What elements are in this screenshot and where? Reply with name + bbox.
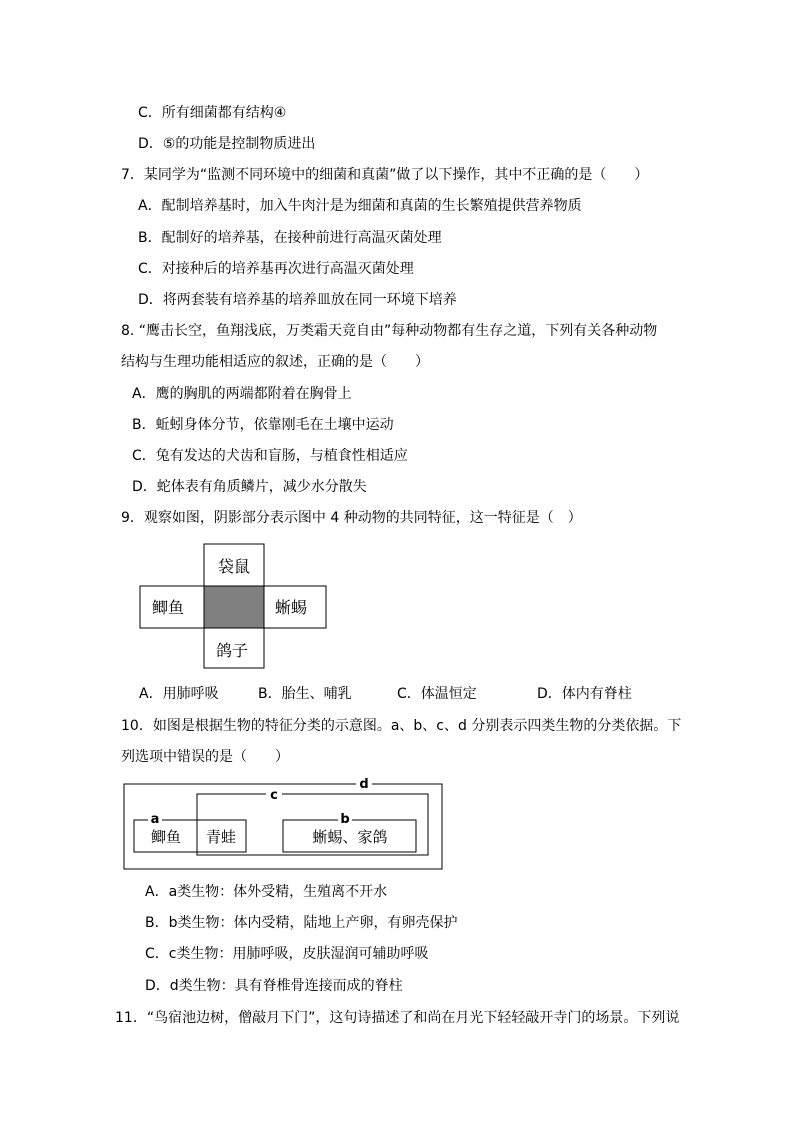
q7-option-b: B．配制好的培养基，在接种前进行高温灭菌处理 <box>138 230 442 246</box>
q9-label-top: 袋鼠 <box>217 557 251 576</box>
q9-option-a: A．用肺呼吸 <box>139 686 219 702</box>
q7-option-c: C．对接种后的培养基再次进行高温灭菌处理 <box>138 261 414 277</box>
q9-stem: 9．观察如图，阴影部分表示图中 4 种动物的共同特征，这一特征是（ ） <box>121 510 582 526</box>
q10-stem-line1: 10．如图是根据生物的特征分类的示意图。a、b、c、d 分别表示四类生物的分类依据。下 <box>121 718 682 734</box>
q8-option-d: D．蛇体表有角质鳞片，减少水分散失 <box>132 479 367 495</box>
q10-label-c: c <box>270 788 278 803</box>
q8-option-b: B．蚯蚓身体分节，依靠刚毛在土壤中运动 <box>132 417 394 433</box>
q10-label-b: b <box>340 812 350 827</box>
q9-label-right: 蜥蜴 <box>274 598 308 617</box>
q10-option-d: D．d类生物：具有脊椎骨连接而成的脊柱 <box>145 978 403 994</box>
q9-option-b: B．胎生、哺乳 <box>258 686 352 702</box>
q10-box-overlap-text: 青蛙 <box>205 828 237 846</box>
q10-box-a-text: 鲫鱼 <box>150 828 182 846</box>
q10-label-a: a <box>150 812 160 827</box>
q8-option-c: C．兔有发达的犬齿和盲肠，与植食性相适应 <box>132 448 408 464</box>
q9-label-bottom: 鸽子 <box>215 641 249 660</box>
q9-shaded-center <box>204 586 264 628</box>
q8-stem-line2: 结构与生理功能相适应的叙述，正确的是（ ） <box>121 354 429 370</box>
q10-label-d: d <box>359 777 369 792</box>
q6-option-d: D．⑤的功能是控制物质进出 <box>138 136 316 152</box>
q9-option-c: C．体温恒定 <box>397 686 477 702</box>
q9-label-left: 鲫鱼 <box>151 598 185 617</box>
q9-option-d: D．体内有脊柱 <box>537 686 632 702</box>
q8-option-a: A．鹰的胸肌的两端都附着在胸骨上 <box>132 386 352 402</box>
q10-option-b: B．b类生物：体内受精，陆地上产卵，有卵壳保护 <box>145 915 458 931</box>
q7-option-d: D．将两套装有培养基的培养皿放在同一环境下培养 <box>138 292 457 308</box>
q11-stem: 11．“鸟宿池边树，僧敲月下门”，这句诗描述了和尚在月光下轻轻敲开寺门的场景。下列说 <box>115 1010 680 1026</box>
q8-stem-line1: 8. “鹰击长空，鱼翔浅底，万类霜天竞自由”每种动物都有生存之道，下列有关各种动物 <box>121 323 658 339</box>
q10-box-b-text: 蜥蜴、家鸽 <box>312 828 388 846</box>
q10-option-c: C．c类生物：用肺呼吸，皮肤湿润可辅助呼吸 <box>145 946 429 962</box>
q7-stem: 7．某同学为“监测不同环境中的细菌和真菌”做了以下操作，其中不正确的是（ ） <box>121 167 649 183</box>
q10-stem-line2: 列选项中错误的是（ ） <box>121 749 289 765</box>
q6-option-c: C．所有细菌都有结构④ <box>138 105 287 121</box>
q9-cross-diagram <box>138 543 330 669</box>
q10-option-a: A．a类生物：体外受精，生殖离不开水 <box>145 884 388 900</box>
q10-classification-diagram <box>120 775 446 871</box>
q7-option-a: A．配制培养基时，加入牛肉汁是为细菌和真菌的生长繁殖提供营养物质 <box>138 198 582 214</box>
